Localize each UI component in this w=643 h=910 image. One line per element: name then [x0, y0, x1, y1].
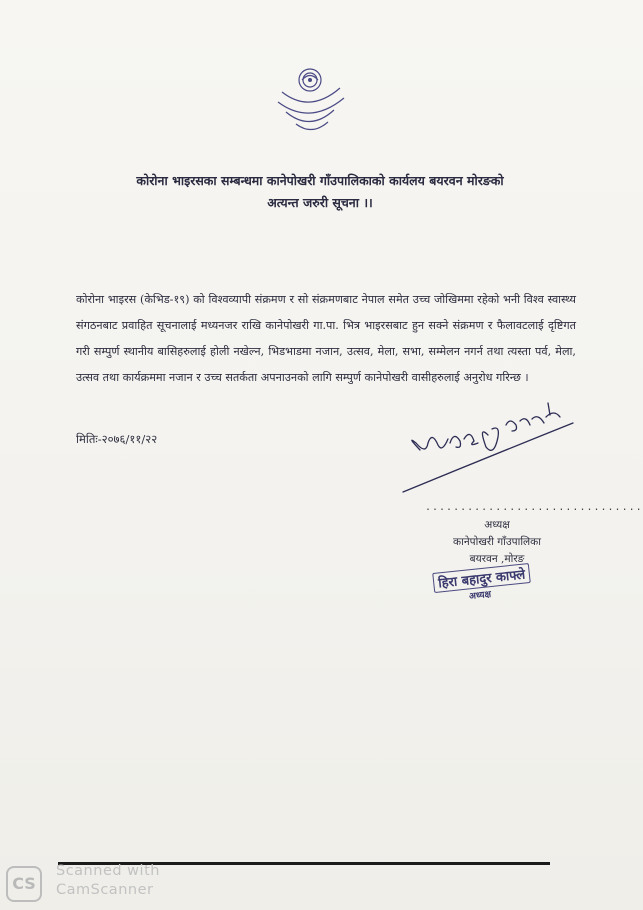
signatory-office: कानेपोखरी गाँउपालिका: [453, 536, 541, 548]
watermark-line-1: Scanned with: [56, 863, 160, 879]
signature-dotted-line: ...............................: [425, 502, 643, 513]
camscanner-logo-icon: CS: [6, 866, 42, 902]
stamp-role: अध्यक्ष: [468, 589, 492, 603]
stamp-name: हिरा बहादुर काफ्ले: [432, 563, 531, 593]
notice-date: मितिः-२०७६/११/२२: [76, 432, 158, 446]
camscanner-watermark: [56, 862, 160, 900]
notice-title-line-1: कोरोना भाइरसका सम्बन्धमा कानेपोखरी गाँउपालिकाको कार्यलय बयरवन मोरङको: [136, 173, 504, 188]
signatory-location: बयरवन ,मोरङ: [469, 553, 525, 565]
notice-title: [60, 170, 580, 214]
handwritten-signature-icon: [398, 395, 583, 495]
signatory-role: अध्यक्ष: [484, 519, 510, 531]
notice-body: कोरोना भाइरस (केभिड-१९) को विश्वव्यापी संक्रमण र सो संक्रमणबाट नेपाल समेत उच्च जोखिममा रहेको भनी विश्व स्वास्थ्य संगठनबाट प्रवाहित सूचनालाई मध्यनजर राखि कानेपोखरी गा.पा. भित्र भाइरसबाट हुन सक्ने संक्रमण र फैलावटलाई दृष्टिगत गरी सम्पुर्ण स्थानीय बासिहरुलाई होली नखेल्न, भिडभाडमा नजान, उत्सव, मेला, सभा, सम्मेलन नगर्न तथा त्यस्ता पर्व, मेला, उत्सव तथा कार्यक्रममा नजान र उच्च सतर्कता अपनाउनको लागि सम्पुर्ण कानेपोखरी वासीहरुलाई अनुरोध गरिन्छ ।: [76, 293, 576, 384]
signatory-block: [432, 517, 562, 568]
notice-title-line-2: अत्यन्त जरुरी सूचना ।।: [267, 195, 373, 210]
name-stamp: [425, 566, 545, 606]
municipality-seal-icon: [262, 62, 358, 142]
watermark-line-2: CamScanner: [56, 882, 154, 898]
